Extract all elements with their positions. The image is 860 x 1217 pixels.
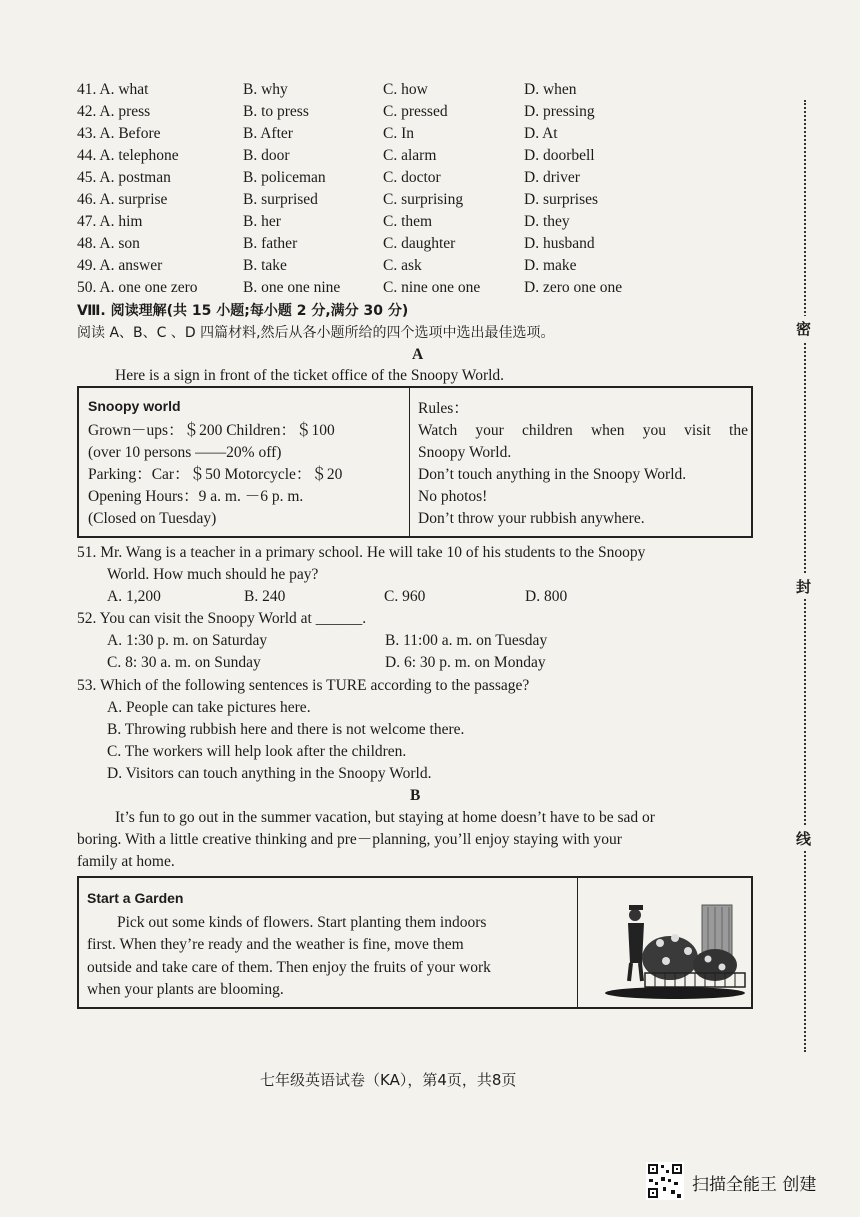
cloze-option-d: D. surprises bbox=[524, 191, 599, 208]
q51-option-a: A. 1,200 bbox=[107, 588, 161, 605]
cloze-option-d: D. At bbox=[524, 125, 558, 142]
section-instruction: 阅读 A、B、C 、D 四篇材料,然后从各小题所给的四个选项中选出最佳选项。 bbox=[77, 325, 555, 341]
cloze-option-b: B. father bbox=[243, 235, 298, 252]
garden-illustration bbox=[600, 893, 750, 1003]
cloze-option-d: D. driver bbox=[524, 169, 580, 186]
cloze-row bbox=[77, 79, 677, 101]
cloze-option-c: C. daughter bbox=[383, 235, 456, 252]
cloze-option-d: D. pressing bbox=[524, 103, 595, 120]
cloze-option-d: D. husband bbox=[524, 235, 595, 252]
side-mark-feng: 封 bbox=[796, 574, 811, 599]
q51-option-b: B. 240 bbox=[244, 588, 286, 605]
cloze-option-b: B. her bbox=[243, 213, 281, 230]
q53-option-d: D. Visitors can touch anything in the Snoopy World. bbox=[107, 765, 432, 782]
cloze-option-d: D. they bbox=[524, 213, 570, 230]
garden-box-line-3: outside and take care of them. Then enjoy the fruits of your work bbox=[87, 959, 491, 976]
sign-right-title: Rules： bbox=[418, 400, 469, 417]
cloze-question: 46. A. surprise bbox=[77, 191, 168, 208]
q51-stem: 51. Mr. Wang is a teacher in a primary school. He will take 10 of his students to the Snoopy bbox=[77, 544, 646, 561]
q52-option-c: C. 8: 30 a. m. on Sunday bbox=[107, 654, 261, 671]
side-mark-mi: 密 bbox=[796, 316, 811, 341]
sign-line: Snoopy World. bbox=[418, 444, 512, 461]
cloze-option-d: D. doorbell bbox=[524, 147, 595, 164]
cloze-option-d: D. when bbox=[524, 81, 577, 98]
garden-box-line-2: first. When they’re ready and the weather is fine, move them bbox=[87, 936, 464, 953]
sign-line: Don’t throw your rubbish anywhere. bbox=[418, 510, 645, 527]
qr-code-icon bbox=[646, 1162, 684, 1200]
cloze-option-d: D. make bbox=[524, 257, 577, 274]
cloze-question: 48. A. son bbox=[77, 235, 140, 252]
passage-b-line-2: boring. With a little creative thinking and pre－planning, you’ll enjoy staying with your bbox=[77, 831, 622, 848]
q53-option-b: B. Throwing rubbish here and there is not welcome there. bbox=[107, 721, 465, 738]
cloze-option-b: B. After bbox=[243, 125, 293, 142]
cloze-option-b: B. why bbox=[243, 81, 288, 98]
sign-line: No photos! bbox=[418, 488, 488, 505]
cloze-question: 47. A. him bbox=[77, 213, 143, 230]
cloze-row bbox=[77, 101, 677, 123]
cloze-option-b: B. door bbox=[243, 147, 290, 164]
sign-divider bbox=[409, 388, 410, 536]
cloze-option-b: B. one one nine bbox=[243, 279, 341, 296]
sign-line: (Closed on Tuesday) bbox=[88, 510, 217, 527]
cloze-option-c: C. doctor bbox=[383, 169, 441, 186]
sign-right-lines bbox=[418, 420, 748, 530]
sign-line: Watch your children when you visit the bbox=[418, 422, 748, 439]
sign-line: Parking：Car：＄50 Motorcycle：＄20 bbox=[88, 466, 343, 483]
cloze-question: 42. A. press bbox=[77, 103, 151, 120]
cloze-option-b: B. take bbox=[243, 257, 287, 274]
q51-stem-cont: World. How much should he pay? bbox=[107, 566, 319, 583]
passage-a-intro: Here is a sign in front of the ticket office of the Snoopy World. bbox=[115, 367, 505, 384]
cloze-option-b: B. surprised bbox=[243, 191, 318, 208]
cloze-option-b: B. to press bbox=[243, 103, 309, 120]
q51-option-d: D. 800 bbox=[525, 588, 568, 605]
cloze-option-c: C. In bbox=[383, 125, 414, 142]
cloze-row bbox=[77, 123, 677, 145]
page-footer: 七年级英语试卷（KA），第4页，共8页 bbox=[260, 1071, 517, 1089]
cloze-row bbox=[77, 145, 677, 167]
cloze-question: 44. A. telephone bbox=[77, 147, 179, 164]
q53-option-a: A. People can take pictures here. bbox=[107, 699, 311, 716]
sign-line: Don’t touch anything in the Snoopy World. bbox=[418, 466, 687, 483]
q51-option-c: C. 960 bbox=[384, 588, 426, 605]
q52-stem: 52. You can visit the Snoopy World at ______. bbox=[77, 610, 367, 627]
passage-b-line-3: family at home. bbox=[77, 853, 175, 870]
cloze-option-b: B. policeman bbox=[243, 169, 326, 186]
cloze-row bbox=[77, 189, 677, 211]
passage-b-label: B bbox=[410, 787, 421, 804]
garden-box-title: Start a Garden bbox=[87, 890, 184, 906]
q52-option-a: A. 1:30 p. m. on Saturday bbox=[107, 632, 268, 649]
q52-option-d: D. 6: 30 p. m. on Monday bbox=[385, 654, 546, 671]
side-mark-xian: 线 bbox=[796, 826, 811, 851]
cloze-option-c: C. them bbox=[383, 213, 433, 230]
cloze-option-c: C. how bbox=[383, 81, 428, 98]
q53-option-c: C. The workers will help look after the children. bbox=[107, 743, 407, 760]
sign-line: Opening Hours：9 a. m. －6 p. m. bbox=[88, 488, 304, 505]
passage-a-label: A bbox=[412, 346, 424, 363]
cloze-question: 49. A. answer bbox=[77, 257, 163, 274]
passage-b-line-1: It’s fun to go out in the summer vacation, but staying at home doesn’t have to be sad or bbox=[115, 809, 655, 826]
section-title: Ⅷ. 阅读理解(共 15 小题;每小题 2 分,满分 30 分) bbox=[77, 303, 409, 319]
q52-option-b: B. 11:00 a. m. on Tuesday bbox=[385, 632, 548, 649]
sign-line: (over 10 persons ——20% off) bbox=[88, 444, 282, 461]
cloze-row bbox=[77, 255, 677, 277]
cloze-option-d: D. zero one one bbox=[524, 279, 623, 296]
cloze-option-c: C. alarm bbox=[383, 147, 437, 164]
cloze-question: 45. A. postman bbox=[77, 169, 171, 186]
cloze-row bbox=[77, 167, 677, 189]
cloze-row bbox=[77, 211, 677, 233]
q53-stem: 53. Which of the following sentences is TURE according to the passage? bbox=[77, 677, 530, 694]
cloze-question: 41. A. what bbox=[77, 81, 149, 98]
cloze-option-c: C. pressed bbox=[383, 103, 448, 120]
cloze-question: 50. A. one one zero bbox=[77, 279, 198, 296]
cloze-row bbox=[77, 277, 677, 299]
scanner-watermark: 扫描全能王 创建 bbox=[692, 1175, 817, 1195]
cloze-option-c: C. surprising bbox=[383, 191, 464, 208]
garden-box-line-1: Pick out some kinds of flowers. Start planting them indoors bbox=[117, 914, 487, 931]
sign-line: Grown－ups：＄200 Children：＄100 bbox=[88, 422, 335, 439]
sign-left-title: Snoopy world bbox=[88, 398, 181, 414]
cloze-row bbox=[77, 233, 677, 255]
garden-box-divider bbox=[577, 878, 578, 1007]
cloze-question: 43. A. Before bbox=[77, 125, 161, 142]
cloze-options bbox=[77, 79, 677, 299]
cloze-option-c: C. nine one one bbox=[383, 279, 481, 296]
snoopy-sign bbox=[77, 386, 753, 538]
sign-left-lines bbox=[88, 420, 408, 530]
garden-box-line-4: when your plants are blooming. bbox=[87, 981, 284, 998]
cloze-option-c: C. ask bbox=[383, 257, 422, 274]
